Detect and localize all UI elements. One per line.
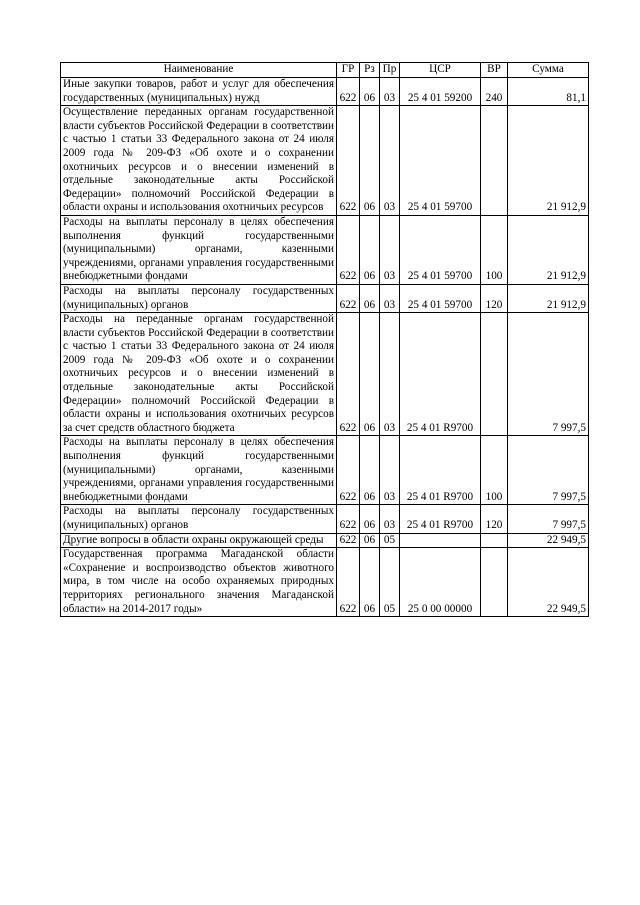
row-name: Иные закупки товаров, работ и услуг для обеспечения государственных (муниципальных) нужд: [61, 78, 337, 106]
row-rz: 06: [360, 533, 380, 548]
table-row: [61, 505, 589, 533]
row-vr: [481, 106, 508, 216]
row-gr: 622: [337, 548, 360, 617]
row-csr: 25 4 01 59700: [400, 215, 481, 284]
row-sum: 21 912,9: [508, 215, 589, 284]
row-vr: 240: [481, 78, 508, 106]
header-csr: ЦСР: [400, 63, 481, 78]
row-vr: 100: [481, 436, 508, 505]
table-row: [61, 313, 589, 436]
row-gr: 622: [337, 436, 360, 505]
row-csr: 25 4 01 59700: [400, 106, 481, 216]
row-rz: 06: [360, 436, 380, 505]
row-csr: 25 4 01 R9700: [400, 505, 481, 533]
header-sum: Сумма: [508, 63, 589, 78]
header-pr: Пр: [380, 63, 400, 78]
row-sum: 7 997,5: [508, 436, 589, 505]
row-vr: [481, 533, 508, 548]
row-csr: 25 4 01 R9700: [400, 436, 481, 505]
document-page: [60, 62, 588, 617]
table-row: [61, 436, 589, 505]
row-name: Осуществление переданных органам государственной власти субъектов Российской Федерации в соответствии с частью 1 статьи 33 Федерального закона от 24 июля 2009 года № 209-ФЗ «Об охоте и о сохранении охотничьих ресурсов и о внесении изменений в отдельные законодательные акты Российской Федерации» полномочий Российской Федерации в области охраны и использования охотничьих ресурсов: [61, 106, 337, 216]
budget-table: [60, 62, 589, 617]
row-gr: 622: [337, 284, 360, 312]
row-vr: 120: [481, 505, 508, 533]
row-csr: 25 0 00 00000: [400, 548, 481, 617]
row-pr: 03: [380, 215, 400, 284]
row-pr: 03: [380, 313, 400, 436]
row-name: Расходы на выплаты персоналу в целях обеспечения выполнения функций государственными (муниципальными) органами, казенными учреждениями, органами управления государственными внебюджетными фондами: [61, 436, 337, 505]
row-name: Расходы на выплаты персоналу государственных (муниципальных) органов: [61, 505, 337, 533]
row-sum: 7 997,5: [508, 313, 589, 436]
row-pr: 03: [380, 106, 400, 216]
row-pr: 03: [380, 505, 400, 533]
header-gr: ГР: [337, 63, 360, 78]
row-name: Расходы на выплаты персоналу в целях обеспечения выполнения функций государственными (муниципальными) органами, казенными учреждениями, органами управления государственными внебюджетными фондами: [61, 215, 337, 284]
row-name: Другие вопросы в области охраны окружающей среды: [61, 533, 337, 548]
row-csr: 25 4 01 59700: [400, 284, 481, 312]
header-vr: ВР: [481, 63, 508, 78]
row-sum: 21 912,9: [508, 284, 589, 312]
row-name: Расходы на выплаты персоналу государственных (муниципальных) органов: [61, 284, 337, 312]
table-row: [61, 106, 589, 216]
table-row: [61, 284, 589, 312]
row-csr: 25 4 01 59200: [400, 78, 481, 106]
row-rz: 06: [360, 106, 380, 216]
row-rz: 06: [360, 548, 380, 617]
row-gr: 622: [337, 505, 360, 533]
table-row: [61, 78, 589, 106]
row-csr: 25 4 01 R9700: [400, 313, 481, 436]
row-sum: 81,1: [508, 78, 589, 106]
table-row: [61, 215, 589, 284]
row-sum: 22 949,5: [508, 548, 589, 617]
row-name: Государственная программа Магаданской области «Сохранение и воспроизводство объектов животного мира, в том числе на особо охраняемых природных территориях регионального значения Магаданской области» на 2014-2017 годы»: [61, 548, 337, 617]
row-gr: 622: [337, 533, 360, 548]
row-gr: 622: [337, 106, 360, 216]
row-rz: 06: [360, 313, 380, 436]
row-sum: 21 912,9: [508, 106, 589, 216]
row-pr: 03: [380, 284, 400, 312]
table-row: [61, 533, 589, 548]
row-vr: [481, 313, 508, 436]
row-rz: 06: [360, 78, 380, 106]
row-vr: 100: [481, 215, 508, 284]
row-gr: 622: [337, 78, 360, 106]
row-name: Расходы на переданные органам государственной власти субъектов Российской Федерации в соответствии с частью 1 статьи 33 Федерального закона от 24 июля 2009 года № 209-ФЗ «Об охоте и о сохранении охотничьих ресурсов и о внесении изменений в отдельные законодательные акты Российской Федерации» полномочий Российской Федерации в области охраны и использования охотничьих ресурсов за счет средств областного бюджета: [61, 313, 337, 436]
row-rz: 06: [360, 505, 380, 533]
row-rz: 06: [360, 215, 380, 284]
row-gr: 622: [337, 313, 360, 436]
row-sum: 7 997,5: [508, 505, 589, 533]
table-header-row: [61, 63, 589, 78]
row-csr: [400, 533, 481, 548]
row-sum: 22 949,5: [508, 533, 589, 548]
row-vr: 120: [481, 284, 508, 312]
row-pr: 05: [380, 533, 400, 548]
row-pr: 03: [380, 78, 400, 106]
table-row: [61, 548, 589, 617]
row-pr: 03: [380, 436, 400, 505]
row-gr: 622: [337, 215, 360, 284]
row-vr: [481, 548, 508, 617]
row-pr: 05: [380, 548, 400, 617]
header-rz: Рз: [360, 63, 380, 78]
row-rz: 06: [360, 284, 380, 312]
header-name: Наименование: [61, 63, 337, 78]
